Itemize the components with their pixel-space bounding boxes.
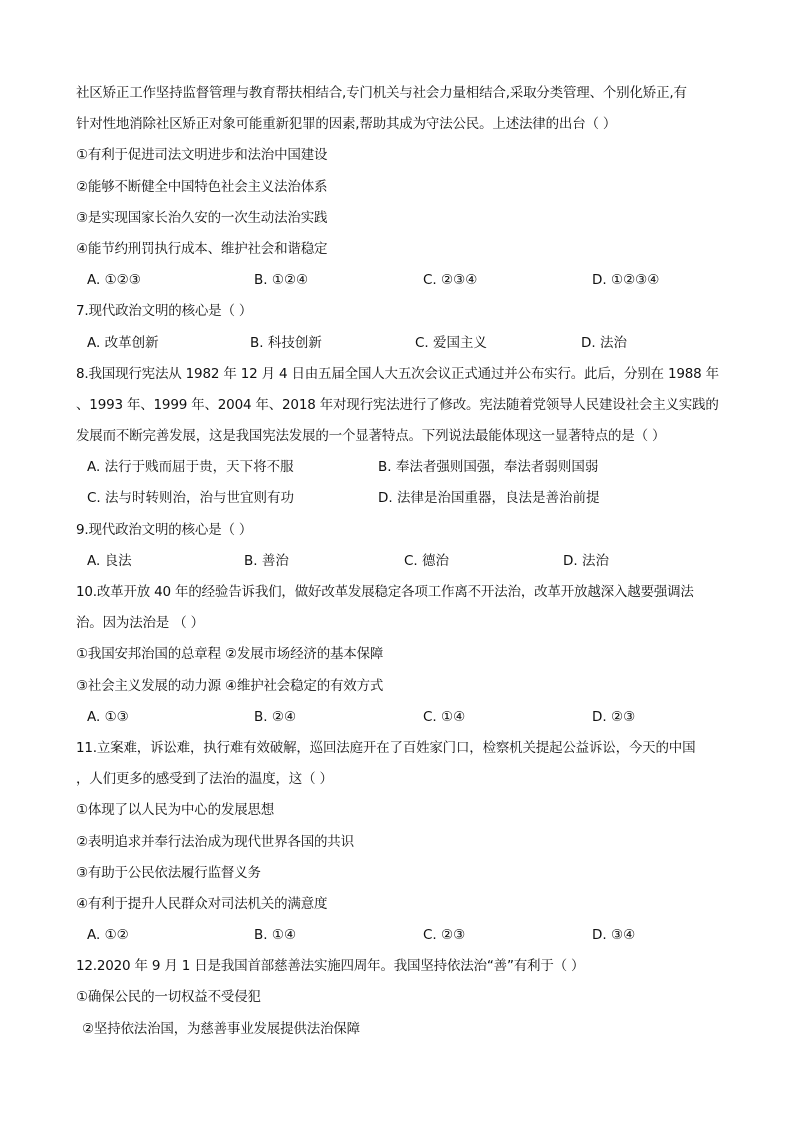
q7-stem: 7.现代政治文明的核心是（ ） bbox=[76, 303, 253, 320]
q8-option-a: A. 法行于贱而屈于贵，天下将不服 bbox=[87, 459, 294, 476]
q10-stem-line-1: 10.改革开放 40 年的经验告诉我们，做好改革发展稳定各项工作离不开法治，改革开放越深入越要强调法 bbox=[76, 584, 694, 600]
q10-items-line-1: ①我国安邦治国的总章程 ②发展市场经济的基本保障 bbox=[76, 646, 384, 663]
q6-stem-line-2: 针对性地消除社区矫正对象可能重新犯罪的因素,帮助其成为守法公民。上述法律的出台（ ） bbox=[76, 116, 617, 133]
q8-options-row-2 bbox=[76, 483, 726, 514]
q11-option-b: B. ①④ bbox=[254, 927, 297, 944]
q11-item-2: ②表明追求并奉行法治成为现代世界各国的共识 bbox=[76, 833, 354, 850]
q10-option-a: A. ①③ bbox=[87, 708, 129, 725]
q11-option-a: A. ①② bbox=[87, 927, 129, 944]
q6-option-a: A. ①②③ bbox=[87, 272, 141, 289]
q8-option-c: C. 法与时转则治，治与世宜则有功 bbox=[87, 490, 295, 507]
q11-option-c: C. ②③ bbox=[423, 927, 466, 944]
q9-option-b: B. 善治 bbox=[244, 552, 289, 569]
q8-stem-line-2: 、1993 年、1999 年、2004 年、2018 年对现行宪法进行了修改。宪法随着党领导人民建设社会主义实践的 bbox=[76, 396, 719, 413]
q11-item-3: ③有助于公民依法履行监督义务 bbox=[76, 864, 261, 881]
q6-item-3: ③是实现国家长治久安的一次生动法治实践 bbox=[76, 209, 328, 226]
q11-stem-line-2: ，人们更多的感受到了法治的温度，这（ ） bbox=[76, 771, 333, 788]
q11-item-1: ①体现了以人民为中心的发展思想 bbox=[76, 802, 275, 819]
q10-items-line-2: ③社会主义发展的动力源 ④维护社会稳定的有效方式 bbox=[76, 677, 384, 694]
q6-options bbox=[76, 265, 726, 296]
q9-option-c: C. 德治 bbox=[404, 552, 450, 569]
q11-stem-line-1: 11.立案难，诉讼难，执行难有效破解，巡回法庭开在了百姓家门口，检察机关提起公益诉讼，今天的中国 bbox=[76, 739, 696, 756]
q6-item-2: ②能够不断健全中国特色社会主义法治体系 bbox=[76, 178, 328, 195]
q10-option-b: B. ②④ bbox=[254, 708, 297, 725]
q7-option-d: D. 法治 bbox=[581, 334, 627, 351]
q8-stem-line-1: 8.我国现行宪法从 1982 年 12 月 4 日由五届全国人大五次会议正式通过并公布实行。此后，分别在 1988 年 bbox=[76, 365, 719, 382]
q10-option-c: C. ①④ bbox=[423, 708, 466, 725]
q7-options bbox=[76, 328, 726, 359]
q7-option-b: B. 科技创新 bbox=[250, 334, 322, 351]
q11-option-d: D. ③④ bbox=[592, 927, 636, 944]
q6-item-1: ①有利于促进司法文明进步和法治中国建设 bbox=[76, 147, 328, 164]
q8-stem-line-3: 发展而不断完善发展，这是我国宪法发展的一个显著特点。下列说法最能体现这一显著特点的是（ ） bbox=[76, 428, 666, 445]
q6-option-c: C. ②③④ bbox=[423, 272, 478, 289]
q8-options-row-1 bbox=[76, 452, 726, 483]
q7-option-a: A. 改革创新 bbox=[87, 334, 159, 351]
q10-options bbox=[76, 702, 726, 733]
q10-stem-line-2: 治。因为法治是 （ ） bbox=[76, 615, 204, 632]
q9-option-a: A. 良法 bbox=[87, 552, 132, 569]
q6-stem-line-1: 社区矫正工作坚持监督管理与教育帮扶相结合,专门机关与社会力量相结合,采取分类管理、个别化矫正,有 bbox=[76, 85, 687, 101]
q9-stem: 9.现代政治文明的核心是（ ） bbox=[76, 521, 253, 538]
q11-item-4: ④有利于提升人民群众对司法机关的满意度 bbox=[76, 895, 328, 912]
q6-option-d: D. ①②③④ bbox=[592, 272, 660, 289]
q11-options bbox=[76, 920, 726, 951]
q9-options bbox=[76, 546, 726, 577]
q8-option-d: D. 法律是治国重器，良法是善治前提 bbox=[378, 490, 600, 507]
exam-page bbox=[76, 78, 726, 1045]
q6-option-b: B. ①②④ bbox=[254, 272, 309, 289]
q7-option-c: C. 爱国主义 bbox=[415, 334, 488, 351]
q12-stem: 12.2020 年 9 月 1 日是我国首部慈善法实施四周年。我国坚持依法治“善”有利于（ ） bbox=[76, 958, 585, 975]
q6-item-4: ④能节约刑罚执行成本、维护社会和谐稳定 bbox=[76, 240, 328, 257]
q12-item-2: ②坚持依法治国，为慈善事业发展提供法治保障 bbox=[82, 1020, 360, 1037]
q8-option-b: B. 奉法者强则国强，奉法者弱则国弱 bbox=[378, 459, 599, 476]
q9-option-d: D. 法治 bbox=[563, 552, 609, 569]
q10-option-d: D. ②③ bbox=[592, 708, 636, 725]
q12-item-1: ①确保公民的一切权益不受侵犯 bbox=[76, 989, 261, 1006]
